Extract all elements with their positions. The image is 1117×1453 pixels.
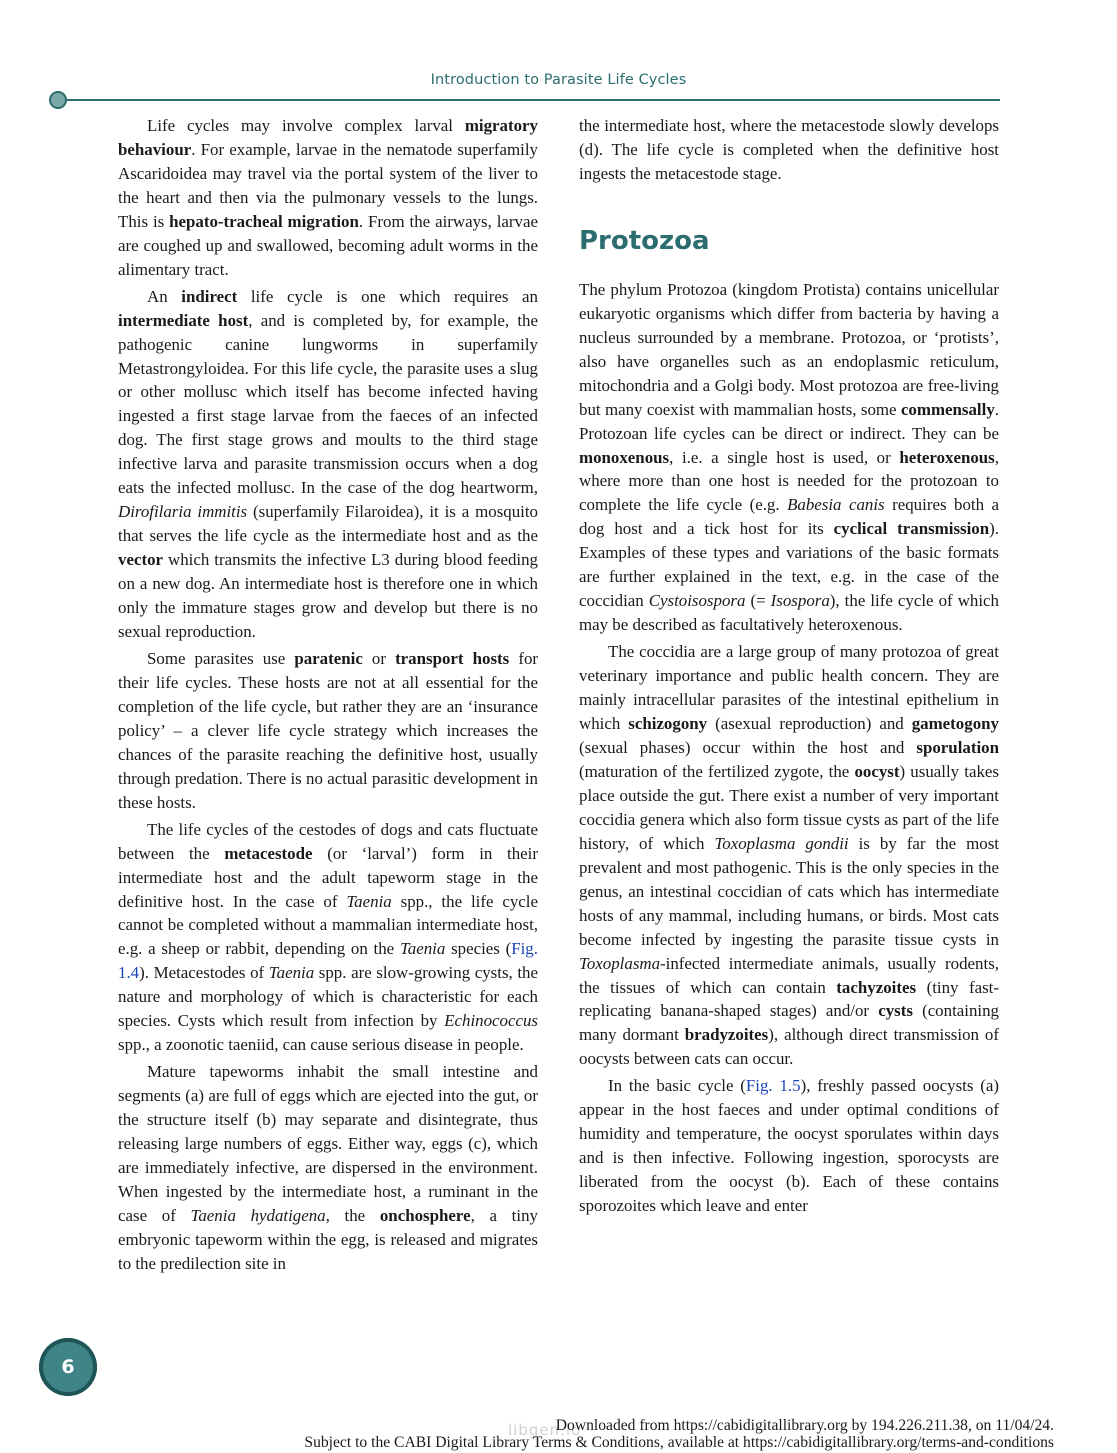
left-column bbox=[118, 114, 538, 1279]
paragraph-continuation: the intermediate host, where the metacestode slowly develops (d). The life cycle is completed when the definitive host ingests the metacestode stage. bbox=[579, 116, 999, 183]
bold-term: commensally bbox=[900, 399, 995, 419]
italic-term: Toxoplasma gondii bbox=[714, 833, 849, 853]
paragraph-paratenic-hosts: Some parasites use paratenic or transport hosts for their life cycles. These hosts are not at all essential for the completion of the life cycle, but rather they are an ‘insurance policy’ – a clever life cycle strategy which increases the chances of the parasite reaching the definitive host, usually through predation. There is no actual parasitic development in these hosts. bbox=[118, 648, 539, 812]
bold-term: intermediate host bbox=[118, 310, 249, 330]
download-footer bbox=[304, 1417, 1054, 1451]
italic-term: Taenia bbox=[268, 963, 315, 983]
italic-term: Cystoisospora bbox=[648, 591, 746, 611]
running-title: Introduction to Parasite Life Cycles bbox=[430, 72, 687, 88]
italic-term: Babesia canis bbox=[787, 495, 885, 515]
bold-term: metacestode bbox=[224, 843, 313, 863]
bold-term: vector bbox=[118, 550, 164, 570]
italic-term: Dirofilaria immitis bbox=[118, 502, 248, 522]
right-column bbox=[579, 114, 999, 1221]
bold-term: oocyst bbox=[854, 761, 900, 781]
paragraph-phylum-protozoa: The phylum Protozoa (kingdom Protista) contains unicellular eukaryotic organisms which differ from bacteria by having a nucleus surrounded by a membrane. Protozoa, or ‘protists’, also have organelles such as an endoplasmic reticulum, mitochondria and a Golgi body. Most protozoa are free-living but many coexist with mammalian hosts, some commensally. Protozoan life cycles can be direct or indirect. They can be monoxenous, i.e. a single host is used, or heteroxenous, where more than one host is needed for the protozoan to complete the life cycle (e.g. Babesia canis requires both a dog host and a tick host for its cyclical transmission). Examples of these types and variations of the basic formats are further explained in the text, e.g. in the case of the coccidian Cystoisospora (= Isospora), the life cycle of which may be described as facultatively heteroxenous. bbox=[579, 279, 999, 635]
header-rule-dot bbox=[49, 91, 67, 109]
paragraph-migratory-behaviour: Life cycles may involve complex larval migratory behaviour. For example, larvae in the nematode superfamily Ascaridoidea may travel via the portal system of the liver to the heart and then via the pulmonary vessels to the lungs. This is hepato-tracheal migration. From the airways, larvae are coughed up and swallowed, becoming adult worms in the alimentary tract. bbox=[118, 116, 538, 279]
italic-term: Taenia bbox=[346, 891, 392, 911]
paragraph-indirect-life-cycle: An indirect life cycle is one which requires an intermediate host, and is completed by, for example, the pathogenic canine lungworms in superfamily Metastrongyloidea. For this life cycle, the parasite uses a slug or other mollusc which itself has become infected having ingested a first stage larvae from the faeces of an infected dog. The first stage grows and moults to the third stage infective larva and parasite transmission occurs when a dog eats the infected mollusc. In the case of the dog heartworm, Dirofilaria immitis (superfamily Filaroidea), it is a mosquito that serves the life cycle as the intermediate host and as the vector which transmits the infective L3 during blood feeding on a new dog. An intermediate host is therefore one in which only the immature stages grow and develop but there is no sexual reproduction. bbox=[118, 286, 538, 642]
header-rule bbox=[58, 99, 1000, 101]
paragraph-basic-cycle: In the basic cycle (Fig. 1.5), freshly passed oocysts (a) appear in the host faeces and under optimal conditions of humidity and temperature, the oocyst sporulates within days and is then infective. Following ingestion, sporocysts are liberated from the oocyst (b). Each of these contains sporozoites which leave and enter bbox=[579, 1076, 1000, 1216]
italic-term: Toxoplasma bbox=[579, 953, 661, 973]
paragraph-cestodes: The life cycles of the cestodes of dogs and cats fluctuate between the metacestode (or ‘larval’) form in their intermediate host and the adult tapeworm stage in the definitive host. In the case of Taenia spp., the life cycle cannot be completed without a mammalian intermediate host, e.g. a sheep or rabbit, depending on the Taenia species (Fig. 1.4). Metacestodes of Taenia spp. are slow-growing cysts, the nature and morphology of which is characteristic for each species. Cysts which result from infection by Echinococcus spp., a zoonotic taeniid, can cause serious disease in people. bbox=[118, 819, 538, 1055]
paragraph-mature-tapeworms: Mature tapeworms inhabit the small intestine and segments (a) are full of eggs which are ejected into the gut, or the structure itself (b) may separate and disintegrate, thus releasing large numbers of eggs. Either way, eggs (c), which are immediately infective, are dispersed in the environment. When ingested by the intermediate host, a ruminant in the case of Taenia hydatigena, the onchosphere, a tiny embryonic tapeworm within the egg, is released and migrates to the predilection site in bbox=[118, 1062, 538, 1273]
bold-term: cysts bbox=[878, 1001, 913, 1021]
bold-term: paratenic bbox=[294, 648, 363, 668]
page-number: 6 bbox=[61, 1356, 75, 1378]
bold-term: tachyzoites bbox=[836, 977, 917, 997]
page-number-badge bbox=[39, 1338, 97, 1396]
paragraph-coccidia: The coccidia are a large group of many protozoa of great veterinary importance and public health concern. They are mainly intracellular parasites of the intestinal epithelium in which schizogony (asexual reproduction) and gametogony (sexual phases) occur within the host and sporulation (maturation of the fertilized zygote, the oocyst) usually takes place outside the gut. There exist a number of very important coccidia genera which also form tissue cysts as part of the life history, of which Toxoplasma gondii is by far the most prevalent and most pathogenic. This is the only species in the genus, an intestinal coccidian of cats which has intermediate hosts of any mammal, including humans, or birds. Most cats become infected by ingesting the parasite tissue cysts in Toxoplasma-infected intermediate animals, usually rodents, the tissues of which can contain tachyzoites (tiny fast-replicating banana-shaped stages) and/or cysts (containing many dormant bradyzoites), although direct transmission of oocysts between cats can occur. bbox=[579, 642, 999, 1069]
footer-download-line: Downloaded from https://cabidigitallibrary.org by 194.226.211.38, on 11/04/24. bbox=[555, 1417, 1054, 1434]
bold-term: monoxenous bbox=[579, 447, 670, 467]
bold-term: transport hosts bbox=[395, 648, 510, 668]
footer-terms-line: Subject to the CABI Digital Library Terms & Conditions, available at https://cabidigitallibrary.org/terms-and-conditions bbox=[304, 1434, 1054, 1451]
italic-term: Echinococcus bbox=[444, 1011, 538, 1031]
bold-term: schizogony bbox=[628, 714, 708, 734]
bold-term: heteroxenous bbox=[899, 447, 995, 467]
section-heading-protozoa: Protozoa bbox=[579, 225, 710, 256]
italic-term: Taenia hydatigena bbox=[190, 1205, 326, 1225]
italic-term: Isospora bbox=[770, 591, 830, 611]
figure-reference-link[interactable]: Fig. 1.4 bbox=[118, 939, 538, 983]
bold-term: indirect bbox=[181, 286, 238, 306]
figure-reference-link[interactable]: Fig. 1.5 bbox=[745, 1076, 801, 1096]
italic-term: Taenia bbox=[399, 939, 446, 959]
bold-term: bradyzoites bbox=[684, 1025, 769, 1045]
bold-term: gametogony bbox=[911, 714, 999, 734]
bold-term: cyclical transmission bbox=[833, 519, 990, 539]
bold-term: migratory behaviour bbox=[118, 116, 538, 159]
bold-term: sporulation bbox=[916, 737, 999, 757]
bold-term: hepato-tracheal migration bbox=[169, 211, 359, 231]
bold-term: onchosphere bbox=[379, 1205, 471, 1225]
watermark: libgen.io bbox=[508, 1421, 582, 1439]
